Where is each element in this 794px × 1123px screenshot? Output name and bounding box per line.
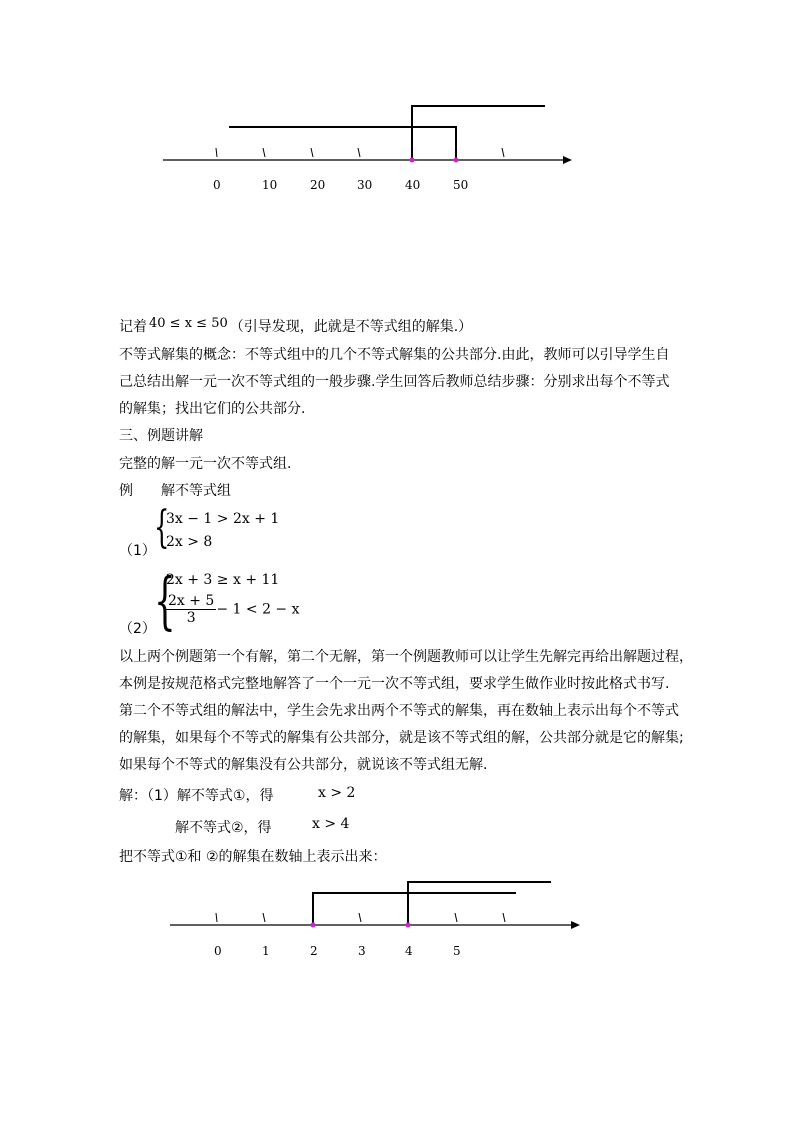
range-bracket-lower xyxy=(313,893,516,925)
system2-label: （2） xyxy=(119,621,156,637)
system-brace: { xyxy=(154,564,176,637)
tick-label: 5 xyxy=(453,944,461,958)
example-label: 例 xyxy=(119,483,133,499)
axis-arrow xyxy=(571,921,580,929)
paragraph-line: 本例是按规范格式完整地解答了一个一元一次不等式组，要求学生做作业时按此格式书写. xyxy=(119,676,670,692)
tick-mark xyxy=(358,148,360,157)
tick-mark xyxy=(455,913,457,922)
tick-label: 40 xyxy=(405,178,421,192)
solution-result-2: x > 4 xyxy=(312,816,350,832)
point-marker xyxy=(454,158,459,163)
solution-result-1: x > 2 xyxy=(318,785,356,801)
point-marker xyxy=(406,923,411,928)
system1-row1: 3x − 1 > 2x + 1 xyxy=(166,511,280,527)
system1-label: （1） xyxy=(119,543,156,559)
paragraph-line: 如果每个不等式的解集没有公共部分，就说该不等式组无解. xyxy=(119,757,488,773)
tick-label: 1 xyxy=(262,944,270,958)
tick-label: 10 xyxy=(262,178,278,192)
paragraph-line: 己总结出解一元一次不等式组的一般步骤.学生回答后教师总结步骤：分别求出每个不等式 xyxy=(119,374,670,390)
system2-row2 xyxy=(166,593,300,626)
fraction-numerator: 2x + 5 xyxy=(168,593,215,609)
solution-line-2: 解不等式②，得 xyxy=(175,820,272,836)
system-brace: { xyxy=(154,502,170,553)
tick-label: 2 xyxy=(310,944,318,958)
paragraph-line: 第二个不等式组的解法中，学生会先求出两个不等式的解集，再在数轴上表示出每个不等式 xyxy=(119,703,679,719)
solution-line-1: 解：（1）解不等式①，得 xyxy=(119,788,274,804)
paragraph-line: 的解集；找出它们的公共部分. xyxy=(119,401,306,417)
system2-row2-rest: − 1 < 2 − x xyxy=(216,601,300,618)
tick-mark xyxy=(502,148,504,157)
intro-line: 完整的解一元一次不等式组. xyxy=(119,456,292,472)
range-bracket-lower xyxy=(229,127,456,160)
solution-line-3: 把不等式①和 ②的解集在数轴上表示出来： xyxy=(119,849,387,865)
range-bracket-upper xyxy=(412,106,545,160)
fraction-denominator: 3 xyxy=(186,610,196,626)
point-marker xyxy=(410,158,415,163)
tick-label: 4 xyxy=(405,944,413,958)
formula: 40 ≤ x ≤ 50 xyxy=(149,316,228,331)
paragraph-line: 以上两个例题第一个有解，第二个无解，第一个例题教师可以让学生先解完再给出解题过程， xyxy=(119,649,693,665)
system1-row2: 2x > 8 xyxy=(166,534,213,550)
tick-label: 50 xyxy=(453,178,469,192)
number-line-1 xyxy=(0,0,794,200)
axis-arrow xyxy=(563,156,572,164)
note-suffix: （引导发现，此就是不等式组的解集.） xyxy=(229,319,473,335)
tick-mark xyxy=(216,148,217,157)
paragraph-line: 不等式解集的概念：不等式组中的几个不等式解集的公共部分.由此，教师可以引导学生自 xyxy=(119,347,670,363)
range-bracket-upper xyxy=(408,882,551,925)
tick-label: 3 xyxy=(358,944,366,958)
tick-label: 30 xyxy=(357,178,373,192)
tick-mark xyxy=(503,913,505,922)
tick-mark xyxy=(311,148,313,157)
paragraph-line: 的解集，如果每个不等式的解集有公共部分，就是该不等式组的解，公共部分就是它的解集; xyxy=(119,730,684,746)
example-title: 解不等式组 xyxy=(161,483,231,499)
tick-label: 0 xyxy=(214,944,222,958)
system2-row1: 2x + 3 ≥ x + 11 xyxy=(166,572,280,588)
tick-mark xyxy=(263,148,265,157)
fraction xyxy=(166,593,216,626)
section-heading: 三、例题讲解 xyxy=(119,428,203,444)
note-line xyxy=(119,316,473,335)
point-marker xyxy=(311,923,316,928)
tick-mark xyxy=(359,913,361,922)
note-prefix: 记着 xyxy=(119,319,147,335)
tick-mark xyxy=(263,913,265,922)
tick-mark xyxy=(216,913,217,922)
tick-label: 20 xyxy=(310,178,326,192)
number-line-2 xyxy=(0,860,794,960)
tick-label: 0 xyxy=(213,178,221,192)
